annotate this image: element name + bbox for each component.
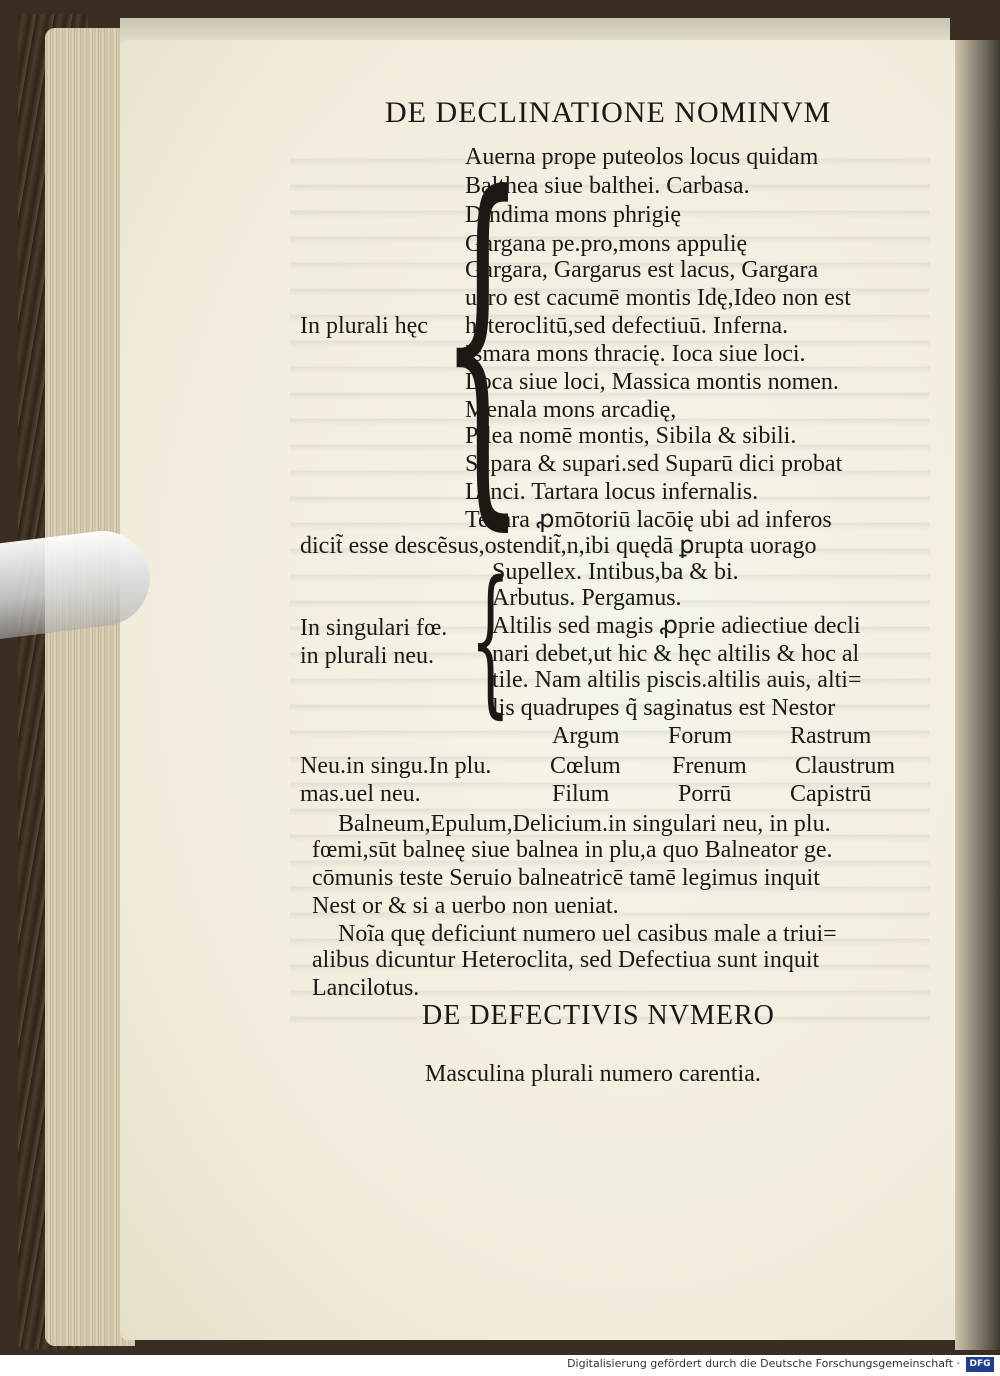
word-cell: Claustrum (795, 753, 895, 779)
text-line: Menala mons arcadię, (465, 397, 677, 423)
word-cell: Filum (552, 781, 610, 807)
text-line: Pilea nomē montis, Sibila & sibili. (465, 423, 797, 449)
text-line: Gargara, Gargarus est lacus, Gargara (465, 257, 819, 283)
text-line: Balthea siue balthei. Carbasa. (465, 173, 750, 199)
side-label-plural-neu: in plurali neu. (300, 643, 434, 669)
text-line: Loca siue loci, Massica montis nomen. (465, 369, 839, 395)
paragraph-line: Noĩa quę deficiunt numero uel casibus male a triui= (338, 921, 837, 947)
paragraph-line: Nest or & si a uerbo non ueniat. (312, 893, 619, 919)
text-line: Lanci. Tartara locus infernalis. (465, 479, 759, 505)
side-label-neuter: Neu.in singu.In plu. (300, 753, 492, 779)
text-line: Supellex. Intibus,ba & bi. (492, 559, 739, 585)
dfg-logo: DFG (966, 1357, 994, 1372)
word-cell: Cœlum (550, 753, 621, 779)
text-line: uero est cacumē montis Idę,Ideo non est (465, 285, 851, 311)
paragraph-line: fœmi,sūt balneę siue balnea in plu,a quo Balneator ge. (312, 837, 833, 863)
side-label-mas: mas.uel neu. (300, 781, 421, 807)
paragraph-line: Balneum,Epulum,Delicium.in singulari neu, in plu. (338, 811, 831, 837)
text-line: heteroclitū,sed defectiuū. Inferna. (465, 313, 789, 339)
paragraph-line: cōmunis teste Seruio balneatricē tamē legimus inquit (312, 865, 820, 891)
paragraph-line: Lancilotus. (312, 975, 420, 1001)
paragraph-line: alibus dicuntur Heteroclita, sed Defectiua sunt inquit (312, 947, 820, 973)
text-line: lis quadrupes q̃ saginatus est Nestor (492, 695, 836, 721)
text-line: Altilis sed magis ꝓprie adiectiue decli (492, 613, 861, 639)
text-line: Ismara mons thracię. Ioca siue loci. (465, 341, 806, 367)
text-line: Arbutus. Pergamus. (492, 585, 682, 611)
running-heading: DE DECLINATIONE NOMINVM (385, 96, 832, 129)
text-line: nari debet,ut hic & hęc altilis & hoc al (492, 641, 860, 667)
text-line: dicit̃ esse descẽsus,ostendit̃,n,ibi quędā ꝑrupta uorago (300, 533, 817, 559)
section-heading: DE DEFECTIVIS NVMERO (422, 1000, 775, 1031)
text-line: Dindima mons phrigię (465, 202, 681, 228)
text-line: tile. Nam altilis piscis.altilis auis, alti= (492, 667, 862, 693)
brace-block2: { (470, 546, 511, 733)
page-gutter-shadow (955, 40, 1000, 1350)
word-cell: Argum (552, 723, 620, 749)
text-line: Supara & supari.sed Suparū dici probat (465, 451, 843, 477)
word-cell: Forum (668, 723, 733, 749)
text-line: Gargana pe.pro,mons appulię (465, 231, 748, 257)
word-cell: Rastrum (790, 723, 872, 749)
side-label-plural: In plurali hęc (300, 313, 428, 339)
text-line: Tenara ꝓmōtoriū lacōię ubi ad inferos (465, 507, 832, 533)
subheading: Masculina plurali numero carentia. (425, 1061, 761, 1087)
word-cell: Capistrū (790, 781, 872, 807)
brace-block1: { (440, 118, 525, 561)
footer-credit: Digitalisierung gefördert durch die Deutsche Forschungsgemeinschaft · (567, 1357, 960, 1370)
word-cell: Frenum (672, 753, 747, 779)
text-line: Auerna prope puteolos locus quidam (465, 144, 819, 170)
footer-bar (0, 1355, 1000, 1376)
side-label-singular: In singulari fœ. (300, 615, 448, 641)
word-cell: Porrū (678, 781, 732, 807)
